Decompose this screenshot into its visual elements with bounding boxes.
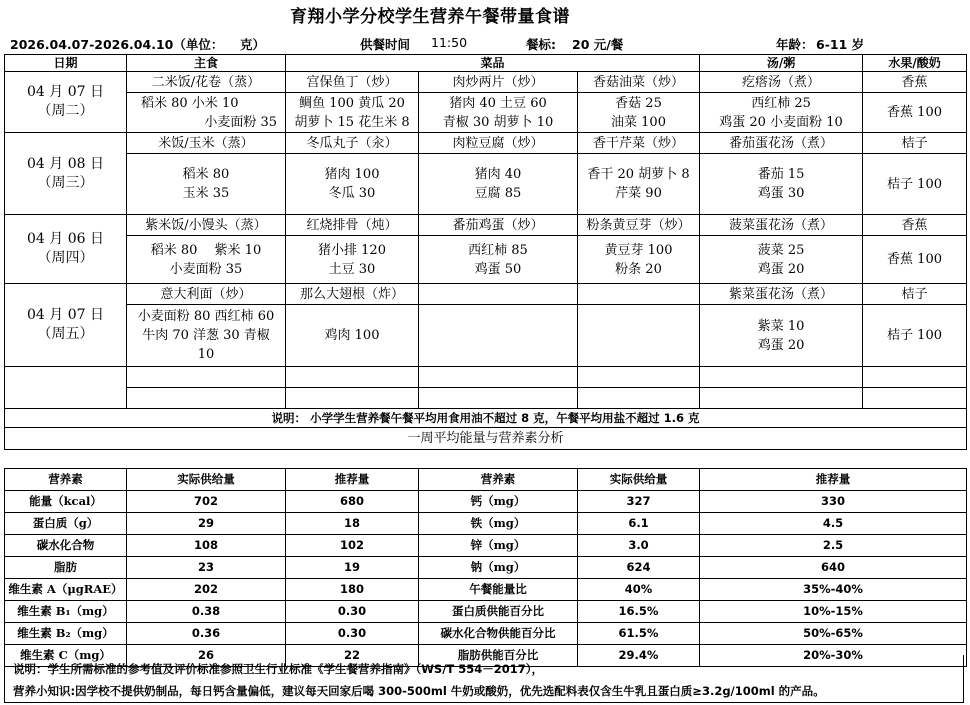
day-date: 04 月 08 日 bbox=[27, 155, 104, 172]
nutrition-row: 碳水化合物 108 102 锌（mg） 3.0 2.5 bbox=[5, 535, 967, 557]
nutrition-row: 维生素 B₂（mg） 0.36 0.30 碳水化合物供能百分比 61.5% 50%-65% bbox=[5, 623, 967, 645]
dish-name: 番茄鸡蛋（炒） bbox=[419, 215, 578, 236]
nutrition-row: 维生素 A（μgRAE） 202 180 午餐能量比 40% 35%-40% bbox=[5, 579, 967, 601]
standard-note: 说明：学生所需标准的参考值及评价标准参照卫生行业标准《学生餐营养指南》（WS/T 554－2017）， bbox=[13, 662, 544, 676]
header-recommended: 推荐量 bbox=[286, 469, 419, 491]
empty-row bbox=[5, 388, 967, 409]
day-dish-row bbox=[5, 215, 967, 236]
fruit-name: 桔子 bbox=[863, 284, 967, 305]
nutrition-row: 能量（kcal） 702 680 钙（mg） 327 330 bbox=[5, 491, 967, 513]
dish-ingredients: 西红柿 85 鸡蛋 50 bbox=[419, 236, 578, 284]
date-cell bbox=[5, 284, 127, 367]
header-soup: 汤/粥 bbox=[700, 55, 863, 72]
fruit-ingredients: 桔子 100 bbox=[863, 305, 967, 367]
footer-notes bbox=[4, 655, 964, 703]
date-cell bbox=[5, 133, 127, 215]
dish-ingredients: 猪肉 100 冬瓜 30 bbox=[286, 154, 419, 215]
fruit-ingredients: 桔子 100 bbox=[863, 154, 967, 215]
header-date: 日期 bbox=[5, 55, 127, 72]
header-actual: 实际供给量 bbox=[578, 469, 700, 491]
dish-name: 红烧排骨（炖） bbox=[286, 215, 419, 236]
fruit-ingredients: 香蕉 100 bbox=[863, 93, 967, 133]
staple-ingredients: 稻米 80 小米 10 小麦面粉 35 bbox=[127, 93, 286, 133]
price-label: 餐标: bbox=[526, 37, 556, 52]
header-recommended: 推荐量 bbox=[700, 469, 967, 491]
dish-name: 冬瓜丸子（汆） bbox=[286, 133, 419, 154]
age: 6-11 岁 bbox=[816, 37, 865, 52]
day-weekday: （周三） bbox=[37, 174, 94, 191]
dish-name: 粉条黄豆芽（炒） bbox=[578, 215, 700, 236]
day-ingredient-row bbox=[5, 154, 967, 215]
dish-name: 那么大翅根（炸） bbox=[286, 284, 419, 305]
menu-table bbox=[4, 54, 967, 450]
fruit-name: 香蕉 bbox=[863, 72, 967, 93]
dish-name: 肉粒豆腐（炒） bbox=[419, 133, 578, 154]
nutrition-title: 一周平均能量与营养素分析 bbox=[5, 428, 967, 450]
price: 20 元/餐 bbox=[572, 37, 624, 52]
nutrition-row: 维生素 B₁（mg） 0.38 0.30 蛋白质供能百分比 16.5% 10%-15% bbox=[5, 601, 967, 623]
soup-ingredients: 西红柿 25 鸡蛋 20 小麦面粉 10 bbox=[700, 93, 863, 133]
soup-ingredients: 紫菜 10 鸡蛋 20 bbox=[700, 305, 863, 367]
oil-salt-note: 说明： 小学学生营养餐午餐平均用食用油不超过 8 克，午餐平均用盐不超过 1.6 克 bbox=[5, 409, 967, 428]
serve-time: 11:50 bbox=[431, 35, 468, 50]
nutrition-table bbox=[4, 468, 967, 667]
day-date: 04 月 06 日 bbox=[27, 231, 104, 247]
nutrition-tip: 营养小知识:因学校不提供奶制品，每日钙含量偏低，建议每天回家后喝 300-500ml 牛奶或酸奶，优先选配料表仅含生牛乳且蛋白质≥3.2g/100ml 的产品。 bbox=[13, 684, 825, 698]
age-label: 年龄： bbox=[776, 37, 814, 52]
nutrition-row: 维生素 C（mg） 26 22 脂肪供能百分比 29.4% 20%-30% bbox=[5, 645, 967, 667]
empty-date-cell bbox=[5, 367, 127, 409]
day-dish-row bbox=[5, 72, 967, 93]
header-nutrient: 营养素 bbox=[5, 469, 127, 491]
staple-ingredients: 小麦面粉 80 西红柿 60 牛肉 70 洋葱 30 青椒 10 bbox=[127, 305, 286, 367]
menu-header-row bbox=[5, 55, 967, 72]
soup-name: 菠菜蛋花汤（煮） bbox=[700, 215, 863, 236]
dish-ingredients: 猪小排 120 土豆 30 bbox=[286, 236, 419, 284]
dish-ingredients: 猪肉 40 豆腐 85 bbox=[419, 154, 578, 215]
page-title: 育翔小学分校学生营养午餐带量食谱 bbox=[290, 7, 570, 27]
fruit-name: 桔子 bbox=[863, 133, 967, 154]
staple-ingredients: 稻米 80 紫米 10 小麦面粉 35 bbox=[127, 236, 286, 284]
header-dishes: 菜品 bbox=[286, 55, 700, 72]
day-dish-row bbox=[5, 133, 967, 154]
dish-name: 宫保鱼丁（炒） bbox=[286, 72, 419, 93]
dish-name: 香干芹菜（炒） bbox=[578, 133, 700, 154]
soup-ingredients: 番茄 15 鸡蛋 30 bbox=[700, 154, 863, 215]
dish-ingredients bbox=[578, 305, 700, 367]
dish-name bbox=[578, 284, 700, 305]
dish-ingredients: 鲷鱼 100 黄瓜 20 胡萝卜 15 花生米 8 bbox=[286, 93, 419, 133]
day-dish-row bbox=[5, 284, 967, 305]
day-weekday: （周四） bbox=[37, 250, 94, 266]
day-ingredient-row bbox=[5, 236, 967, 284]
staple-name: 米饭/玉米（蒸） bbox=[127, 133, 286, 154]
unit-label: 克） bbox=[240, 37, 266, 52]
date-range: 2026.04.07-2026.04.10（单位： bbox=[10, 37, 224, 52]
soup-ingredients: 菠菜 25 鸡蛋 20 bbox=[700, 236, 863, 284]
staple-name: 紫米饭/小馒头（蒸） bbox=[127, 215, 286, 236]
staple-name: 二米饭/花卷（蒸） bbox=[127, 72, 286, 93]
day-ingredient-row bbox=[5, 305, 967, 367]
header-fruit: 水果/酸奶 bbox=[863, 55, 967, 72]
header-nutrient: 营养素 bbox=[419, 469, 578, 491]
dish-ingredients: 香菇 25 油菜 100 bbox=[578, 93, 700, 133]
header-actual: 实际供给量 bbox=[127, 469, 286, 491]
soup-name: 紫菜蛋花汤（煮） bbox=[700, 284, 863, 305]
note-row bbox=[5, 409, 967, 428]
fruit-name: 香蕉 bbox=[863, 215, 967, 236]
date-cell bbox=[5, 215, 127, 284]
day-weekday: （周二） bbox=[37, 103, 94, 119]
dish-name: 香菇油菜（炒） bbox=[578, 72, 700, 93]
dish-ingredients bbox=[419, 305, 578, 367]
nutrition-row: 蛋白质（g） 29 18 铁（mg） 6.1 4.5 bbox=[5, 513, 967, 535]
dish-ingredients: 黄豆芽 100 粉条 20 bbox=[578, 236, 700, 284]
fruit-ingredients: 香蕉 100 bbox=[863, 236, 967, 284]
day-date: 04 月 07 日 bbox=[27, 307, 104, 323]
nutrition-row: 脂肪 23 19 钠（mg） 624 640 bbox=[5, 557, 967, 579]
day-ingredient-row bbox=[5, 93, 967, 133]
staple-ingredients: 稻米 80 玉米 35 bbox=[127, 154, 286, 215]
soup-name: 番茄蛋花汤（煮） bbox=[700, 133, 863, 154]
empty-row bbox=[5, 367, 967, 388]
header-staple: 主食 bbox=[127, 55, 286, 72]
dish-name bbox=[419, 284, 578, 305]
staple-name: 意大利面（炒） bbox=[127, 284, 286, 305]
dish-ingredients: 鸡肉 100 bbox=[286, 305, 419, 367]
day-date: 04 月 07 日 bbox=[27, 84, 104, 100]
dish-ingredients: 猪肉 40 土豆 60 青椒 30 胡萝卜 10 bbox=[419, 93, 578, 133]
nutrition-title-row bbox=[5, 428, 967, 450]
date-cell bbox=[5, 72, 127, 133]
soup-name: 疙瘩汤（煮） bbox=[700, 72, 863, 93]
dish-name: 肉炒两片（炒） bbox=[419, 72, 578, 93]
day-weekday: （周五） bbox=[37, 326, 94, 342]
serve-time-label: 供餐时间 bbox=[360, 37, 411, 52]
dish-ingredients: 香干 20 胡萝卜 8 芹菜 90 bbox=[578, 154, 700, 215]
nutrition-header-row bbox=[5, 469, 967, 491]
